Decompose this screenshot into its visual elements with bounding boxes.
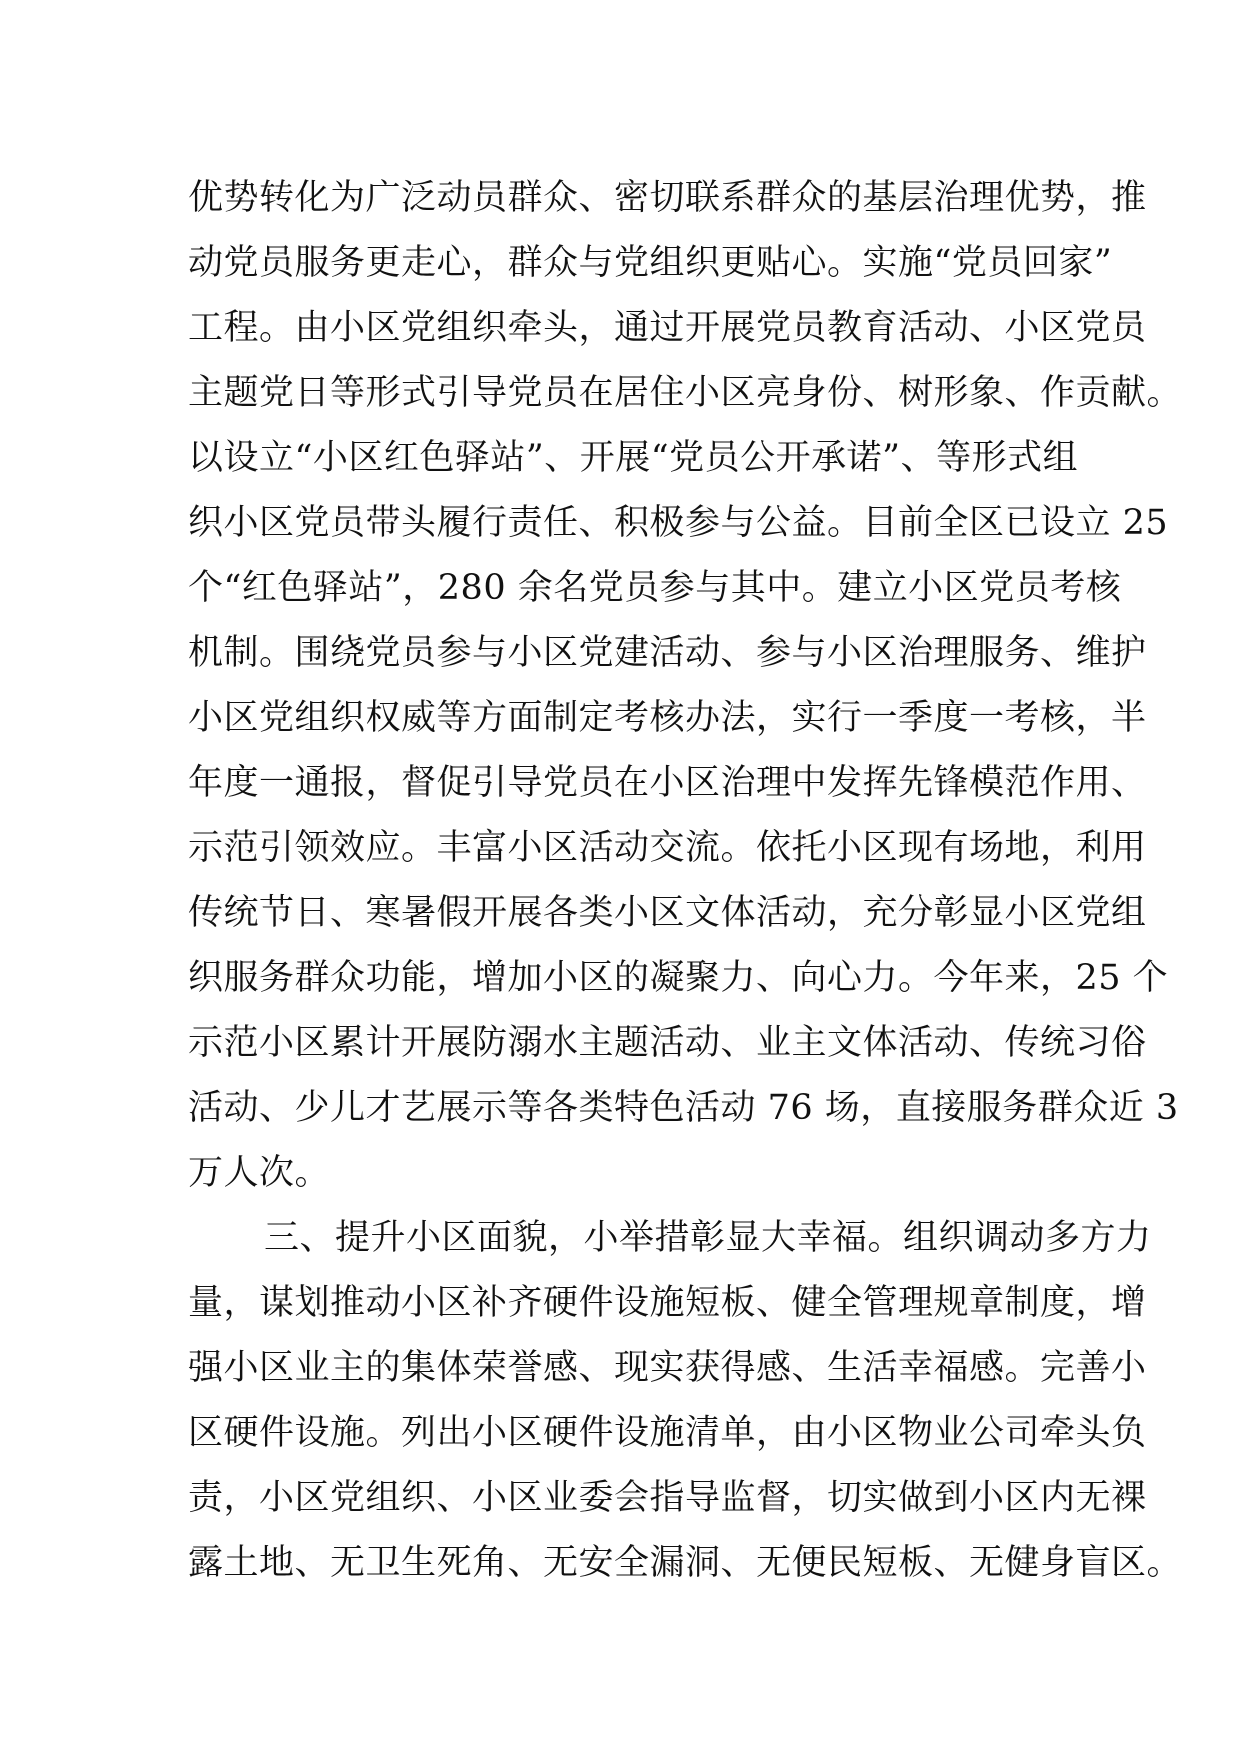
text-line: 活动、少儿才艺展示等各类特色活动 76 场，直接服务群众近 3: [188, 1088, 1179, 1128]
text-line: 动党员服务更走心，群众与党组织更贴心。实施“党员回家”: [188, 243, 1113, 283]
text-line: 示范小区累计开展防溺水主题活动、业主文体活动、传统习俗: [188, 1023, 1147, 1063]
text-line: 责，小区党组织、小区业委会指导监督，切实做到小区内无裸: [188, 1478, 1147, 1518]
text-line: 区硬件设施。列出小区硬件设施清单，由小区物业公司牵头负: [188, 1413, 1147, 1453]
text-line: 露土地、无卫生死角、无安全漏洞、无便民短板、无健身盲区。: [188, 1543, 1183, 1583]
section-heading-line: 三、提升小区面貌，小举措彰显大幸福。组织调动多方力: [264, 1218, 1152, 1258]
text-line: 强小区业主的集体荣誉感、现实获得感、生活幸福感。完善小: [188, 1348, 1147, 1388]
text-line: 工程。由小区党组织牵头，通过开展党员教育活动、小区党员: [188, 308, 1147, 348]
text-line: 优势转化为广泛动员群众、密切联系群众的基层治理优势，推: [188, 178, 1147, 218]
text-line: 示范引领效应。丰富小区活动交流。依托小区现有场地，利用: [188, 828, 1147, 868]
text-line: 传统节日、寒暑假开展各类小区文体活动，充分彰显小区党组: [188, 893, 1147, 933]
text-line: 年度一通报，督促引导党员在小区治理中发挥先锋模范作用、: [188, 763, 1147, 803]
text-line: 量，谋划推动小区补齐硬件设施短板、健全管理规章制度，增: [188, 1283, 1147, 1323]
body-text: [188, 166, 1183, 1596]
text-line: 小区党组织权威等方面制定考核办法，实行一季度一考核，半: [188, 698, 1147, 738]
text-line: 织小区党员带头履行责任、积极参与公益。目前全区已设立 25: [188, 503, 1169, 543]
text-line: 机制。围绕党员参与小区党建活动、参与小区治理服务、维护: [188, 633, 1147, 673]
text-line: 以设立“小区红色驿站”、开展“党员公开承诺”、等形式组: [188, 438, 1079, 478]
text-line: 织服务群众功能，增加小区的凝聚力、向心力。今年来，25 个: [188, 958, 1169, 998]
text-line: 个“红色驿站”，280 余名党员参与其中。建立小区党员考核: [188, 568, 1122, 608]
text-line: 万人次。: [188, 1153, 331, 1193]
text-line: 主题党日等形式引导党员在居住小区亮身份、树形象、作贡献。: [188, 373, 1183, 413]
